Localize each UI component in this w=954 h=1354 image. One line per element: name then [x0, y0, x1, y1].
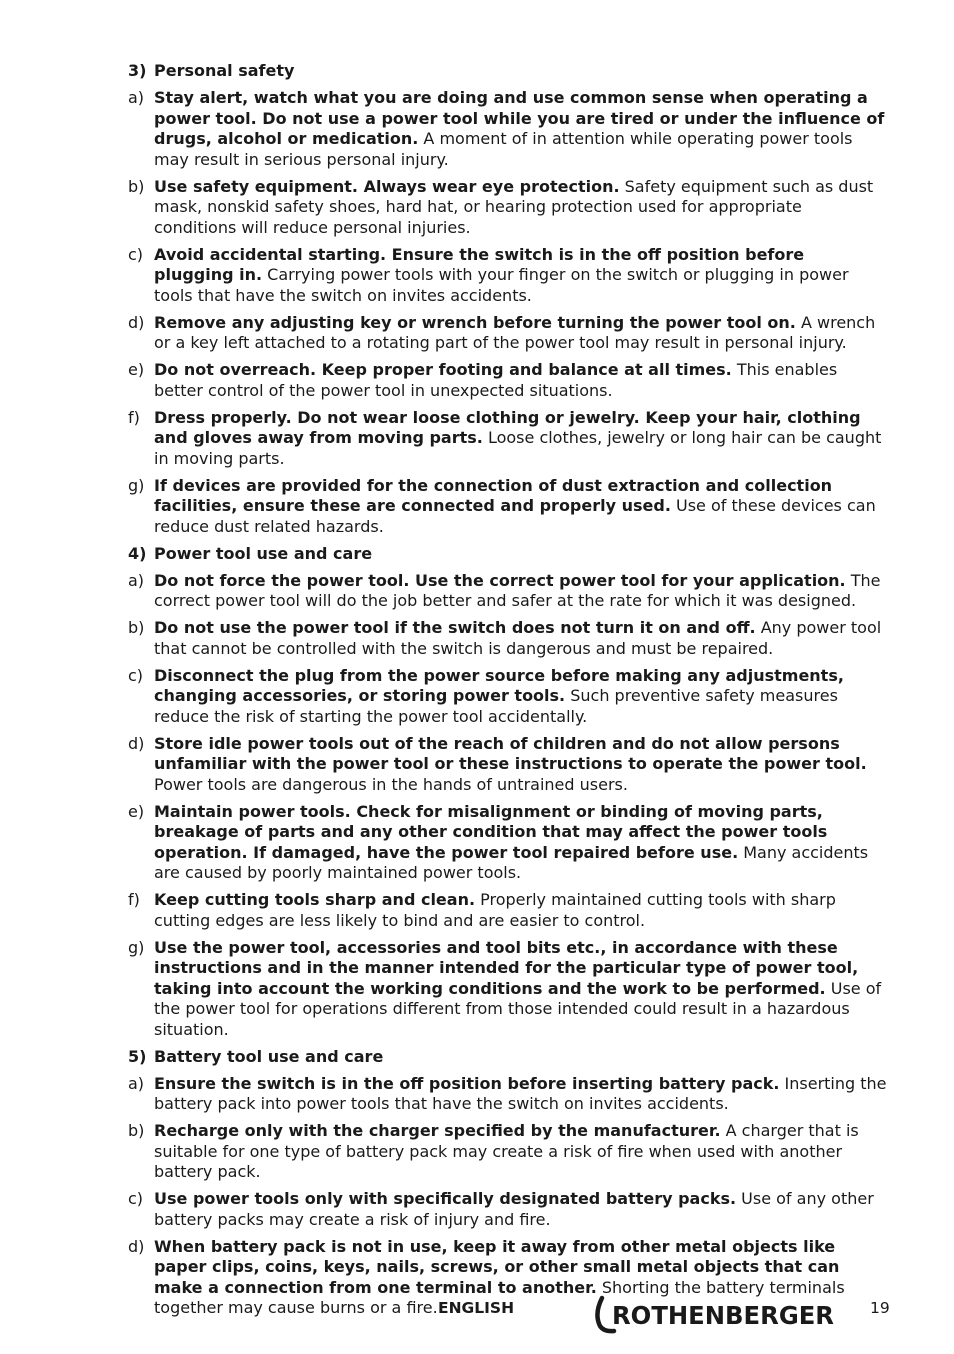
list-item	[128, 890, 888, 931]
page-number: 19	[870, 1299, 890, 1317]
item-text: Carrying power tools with your finger on the switch or plugging in power tools that have the switch on invites accidents.	[154, 265, 849, 305]
section-number: 3)	[128, 61, 147, 80]
list-item	[128, 1074, 888, 1115]
list-item	[128, 1189, 888, 1230]
list-item	[128, 313, 888, 354]
rothenberger-logo	[594, 1294, 838, 1334]
item-text: A wrench or a key left attached to a rotating part of the power tool may result in personal injury.	[154, 312, 876, 352]
item-label: d)	[128, 1236, 145, 1256]
item-label: b)	[128, 618, 145, 637]
item-text: Safety equipment such as dust mask, nonskid safety shoes, hard hat, or hearing protection used for appropriate conditions will reduce personal injuries.	[154, 176, 874, 237]
list-item	[128, 476, 888, 538]
logo-text: ROTHENBERGER	[612, 1301, 834, 1330]
list-item	[128, 618, 888, 659]
item-text: Inserting the battery pack into power tools that have the switch on invites accidents.	[154, 1073, 887, 1113]
item-text: A charger that is suitable for one type of battery pack may create a risk of fire when used with another battery pack.	[154, 1121, 859, 1181]
item-bold-text: Stay alert, watch what you are doing and use common sense when operating a power tool. Do not use a power tool while you are tired or under the influence of drugs, alcohol or medication.	[154, 88, 885, 148]
item-text: Many accidents are caused by poorly maintained power tools.	[154, 842, 869, 882]
list-item	[128, 408, 888, 470]
section-number: 4)	[128, 543, 147, 563]
item-bold-text: Store idle power tools out of the reach of children and do not allow persons unfamiliar with the power tool or these instructions to operate the power tool.	[154, 733, 867, 773]
item-label: a)	[128, 88, 145, 107]
footer-language: ENGLISH	[438, 1299, 515, 1317]
item-text: Shorting the battery terminals together may cause burns or a fire.	[154, 1277, 845, 1317]
item-label: d)	[128, 312, 145, 332]
item-label: d)	[128, 733, 145, 753]
item-label: b)	[128, 176, 145, 196]
item-label: a)	[128, 1073, 145, 1093]
list-item	[128, 1121, 888, 1183]
item-bold-text: Dress properly. Do not wear loose clothing or jewelry. Keep your hair, clothing and gloves away from moving parts.	[154, 407, 861, 447]
item-text: Such preventive safety measures reduce the risk of starting the power tool accidentally.	[154, 686, 838, 726]
item-text: Use of the power tool for operations different from those intended could result in a hazardous situation.	[154, 978, 882, 1039]
item-label: a)	[128, 570, 145, 590]
item-bold-text: Ensure the switch is in the off position before inserting battery pack.	[154, 1073, 780, 1093]
item-text: Loose clothes, jewelry or long hair can be caught in moving parts.	[154, 428, 882, 468]
item-label: f)	[128, 407, 140, 427]
list-item	[128, 245, 888, 307]
item-bold-text: Do not force the power tool. Use the correct power tool for your application.	[154, 570, 846, 590]
list-item	[128, 802, 888, 884]
item-bold-text: Maintain power tools. Check for misalignment or binding of moving parts, breakage of parts and any other condition that may affect the power tools operation. If damaged, have the power tool repaired before use.	[154, 801, 828, 862]
manual-body	[128, 61, 888, 1325]
item-bold-text: Avoid accidental starting. Ensure the switch is in the off position before plugging in.	[154, 244, 805, 284]
section-heading: Power tool use and care	[154, 543, 373, 563]
list-item	[128, 666, 888, 728]
item-text: Any power tool that cannot be controlled with the switch is dangerous and must be repaired.	[154, 618, 882, 658]
item-label: c)	[128, 665, 144, 685]
item-bold-text: Remove any adjusting key or wrench before turning the power tool on.	[154, 312, 796, 332]
section-title-battery-tool-use	[128, 1047, 888, 1067]
item-bold-text: Disconnect the plug from the power source before making any adjustments, changing accessories, or storing power tools.	[154, 665, 844, 705]
section-number: 5)	[128, 1046, 147, 1066]
list-item	[128, 88, 888, 170]
item-label: g)	[128, 937, 145, 957]
item-bold-text: Do not use the power tool if the switch does not turn it on and off.	[154, 618, 756, 637]
section-title-personal-safety	[128, 61, 888, 81]
item-text: The correct power tool will do the job better and safer at the rate for which it was designed.	[154, 570, 881, 610]
item-label: f)	[128, 890, 140, 909]
list-item	[128, 734, 888, 796]
list-item	[128, 360, 888, 401]
item-label: e)	[128, 801, 145, 821]
item-text: Power tools are dangerous in the hands of untrained users.	[154, 774, 628, 794]
item-bold-text: Use the power tool, accessories and tool bits etc., in accordance with these instructions and in the manner intended for the particular type of power tool, taking into account the working conditions and the work to be performed.	[154, 937, 859, 998]
item-label: e)	[128, 360, 145, 379]
item-text: This enables better control of the power tool in unexpected situations.	[154, 360, 838, 400]
item-text: Properly maintained cutting tools with sharp cutting edges are less likely to bind and are easier to control.	[154, 890, 836, 930]
list-item	[128, 938, 888, 1041]
item-bold-text: Keep cutting tools sharp and clean.	[154, 890, 476, 909]
item-bold-text: If devices are provided for the connection of dust extraction and collection facilities, ensure these are connected and properly used.	[154, 475, 833, 515]
item-text: A moment of in attention while operating power tools may result in serious personal injury.	[154, 129, 853, 169]
item-bold-text: Recharge only with the charger specified by the manufacturer.	[154, 1121, 721, 1140]
section-title-power-tool-use	[128, 544, 888, 564]
item-bold-text: When battery pack is not in use, keep it away from other metal objects like paper clips, coins, keys, nails, screws, or other small metal objects that can make a connection from one terminal to another.	[154, 1236, 840, 1297]
item-label: b)	[128, 1121, 145, 1140]
item-label: c)	[128, 244, 144, 264]
section-heading: Personal safety	[154, 61, 295, 80]
item-bold-text: Use power tools only with specifically designated battery packs.	[154, 1189, 737, 1208]
item-label: g)	[128, 475, 145, 495]
item-bold-text: Do not overreach. Keep proper footing and balance at all times.	[154, 360, 732, 379]
list-item	[128, 177, 888, 239]
item-bold-text: Use safety equipment. Always wear eye protection.	[154, 176, 620, 196]
list-item	[128, 571, 888, 612]
item-text: Use of these devices can reduce dust related hazards.	[154, 496, 876, 536]
item-label: c)	[128, 1189, 144, 1208]
item-text: Use of any other battery packs may create a risk of injury and fire.	[154, 1189, 874, 1229]
section-heading: Battery tool use and care	[154, 1046, 384, 1066]
